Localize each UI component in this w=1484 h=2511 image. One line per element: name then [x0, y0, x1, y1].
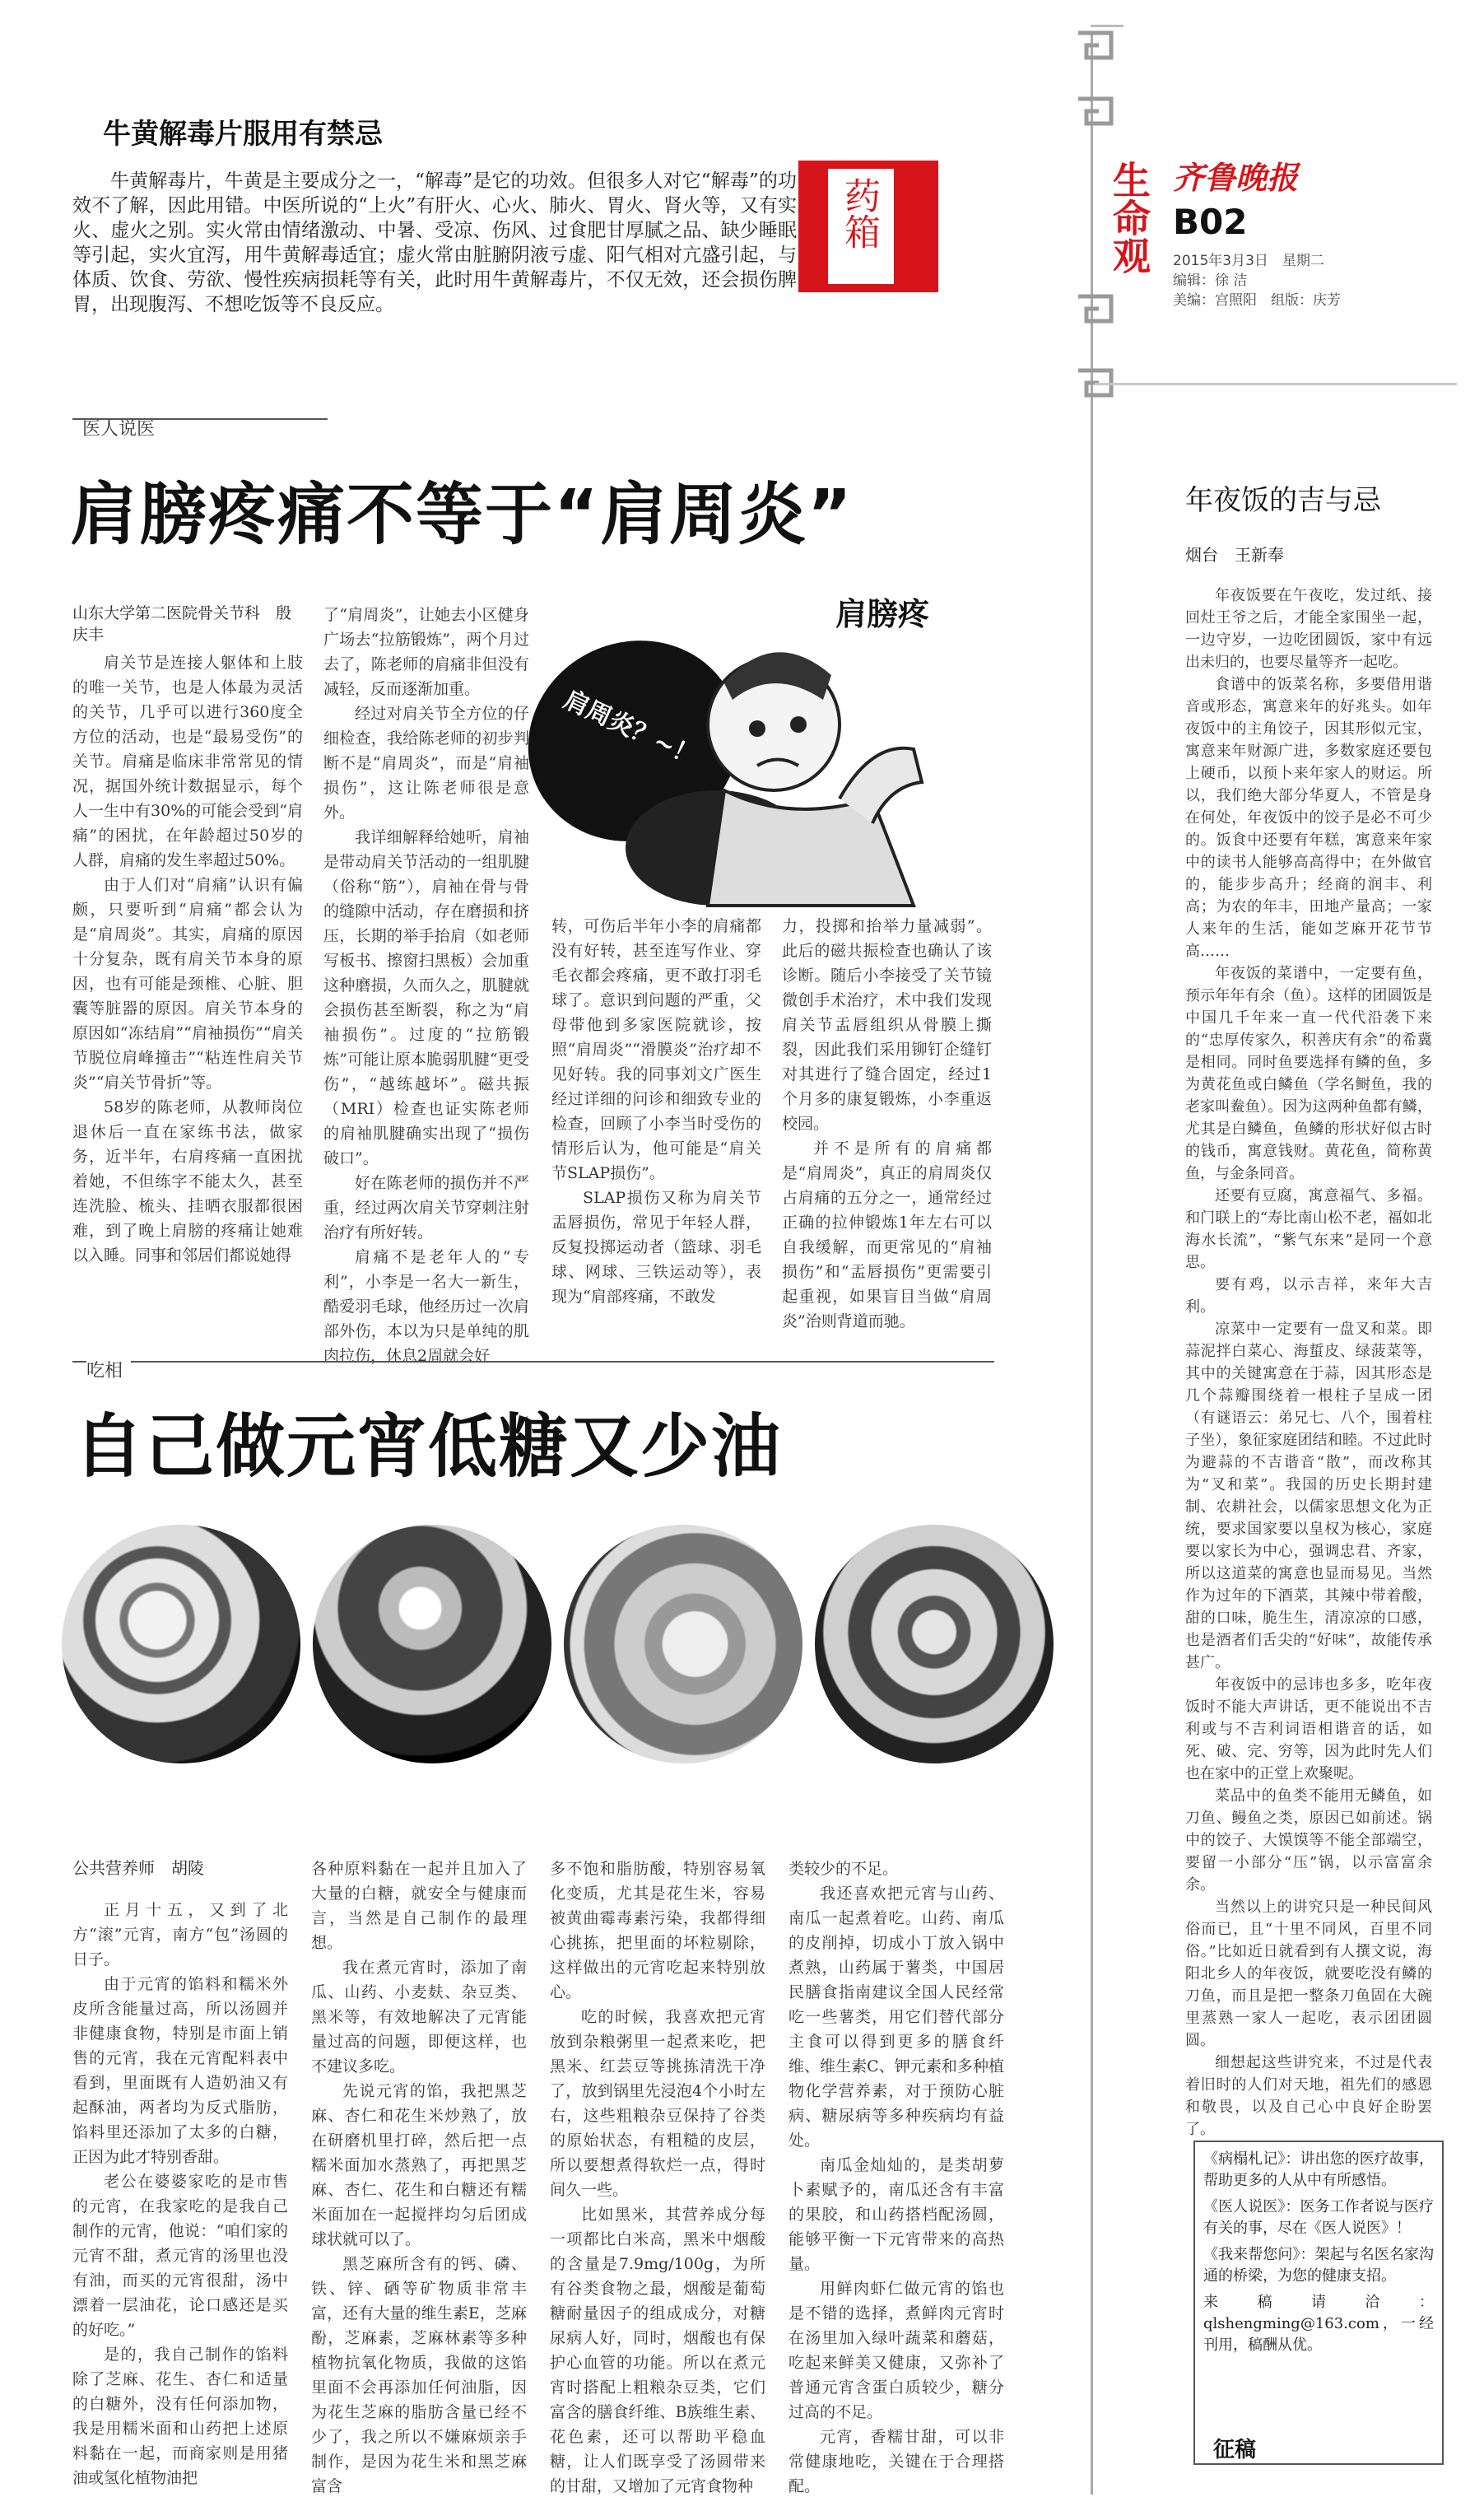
article4-title: 年夜饭的吉与忌	[1185, 484, 1381, 517]
column-badge-text: 药箱	[838, 177, 880, 249]
section-tag-yiren: 医人说医	[82, 419, 156, 440]
submission-item: 《病榻札记》：讲出您的医疗故事，帮助更多的人从中有所感悟。	[1203, 2150, 1434, 2189]
section-name-vertical: 生命观	[1107, 161, 1151, 274]
article3-col1: 正月十五，又到了北方“滚”元宵，南方“包”汤圆的日子。 由于元宵的馅料和糯米外皮所含能量过高，所以汤圆并非健康食物，特别是市面上销售的元宵，我在元宵配料表中看到，里面既有人造奶油又有起酥油，两者均为反式脂肪，馅料里还添加了太多的白糖，正因为此才特别香甜。 老公在婆婆家吃的是市售的元宵，在我家吃的是我自己制作的元宵，他说：“咱们家的元宵不甜，煮元宵的汤里也没有油，而买的元宵很甜，汤中漂着一层油花，论口感还是买的好吃。” 是的，我自己制作的馅料除了芝麻、花生、杏仁和适量的白糖外，没有任何添加物，我是用糯米面和山药把上述原料黏在一起，而商家则是用猪油或氢化植物油把	[72, 1901, 288, 2487]
article3-col4: 类较少的不足。 我还喜欢把元宵与山药、南瓜一起煮着吃。山药、南瓜的皮削掉，切成小丁放入锅中煮熟，山药属于薯类，中国居民膳食指南建议全国人民经常吃一些薯类，用它们替代部分主食可以得到更多的膳食纤维、维生素C、钾元素和多种植物化学营养素，对于预防心脏病、糖尿病等多种疾病均有益处。 南瓜金灿灿的，是类胡萝卜素赋予的，南瓜还含有丰富的果胶，和山药搭档配汤圆，能够平衡一下元宵带来的高热量。 用鲜肉虾仁做元宵的馅也是不错的选择，煮鲜肉元宵时在汤里加入绿叶蔬菜和蘑菇，吃起来鲜美又健康，又弥补了普通元宵含蛋白质较少，糖分过高的不足。 元宵，香糯甘甜，可以非常健康地吃，关键在于合理搭配。	[789, 1860, 1004, 2495]
submission-label: 征稿	[1208, 2433, 1261, 2463]
submission-item: 来稿请洽：qlshengming@163.com，一经刊用，稿酬从优。	[1203, 2294, 1434, 2354]
article2-col1: 肩关节是连接人躯体和上肢的唯一关节，也是人体最为灵活的关节，几乎可以进行360度全方位的活动，也是“最易受伤”的关节。肩痛是临床非常常见的情况，据国外统计数据显示，每个人一生中有30%的可能会受到“肩痛”的困扰，在年龄超过50岁的人群，肩痛的发生率超过50%。 由于人们对“肩痛”认识有偏颇，只要听到“肩痛”都会认为是“肩周炎”。其实，肩痛的原因十分复杂，既有肩关节本身的原因，也有可能是颈椎、心脏、胆囊等脏器的原因。肩关节本身的原因如“冻结肩”“肩袖损伤”“肩关节脱位肩峰撞击”“粘连性肩关节炎”“肩关节骨折”等。 58岁的陈老师，从教师岗位退休后一直在家练书法，做家务，近半年，右肩疼痛一直困扰着她，不但练字不能太久，甚至连洗脸、梳头、挂晒衣服都很困难，到了晚上肩膀的疼痛让她难以入睡。同事和邻居们都说她得	[72, 654, 303, 1265]
yuanxiao-photo-4	[815, 1525, 1054, 1763]
editor-credit: 编辑：徐 洁	[1173, 273, 1248, 289]
page-number: B02	[1173, 202, 1248, 242]
design-credit: 美编：宫照阳 组版：庆芳	[1173, 292, 1341, 309]
article2-byline: 山东大学第二医院骨关节科 殷庆丰	[72, 604, 292, 644]
submission-item: 《医人说医》：医务工作者说与医疗有关的事，尽在《医人说医》！	[1203, 2198, 1434, 2237]
article2-col4: 力，投掷和抬举力量减弱”。此后的磁共振检查也确认了该诊断。随后小李接受了关节镜微创手术治疗，术中我们发现肩关节盂唇组织从骨膜上撕裂，因此我们采用铆钉企缝钉对其进行了缝合固定，经过1个月多的康复锻炼，小李重返校园。 并不是所有的肩痛都是“肩周炎”，真正的肩周炎仅占肩痛的五分之一，通常经过正确的拉伸锻炼1年左右可以自我缓解，而更常见的“肩袖损伤”和“盂唇损伤”更需要引起重视，如果盲目当做“肩周炎”治则背道而驰。	[782, 917, 992, 1330]
article2-col2: 了“肩周炎”，让她去小区健身广场去“拉筋锻炼”，两个月过去了，陈老师的肩痛非但没有减轻，反而逐渐加重。 经过对肩关节全方位的仔细检查，我给陈老师的初步判断不是“肩周炎”，而是“肩袖损伤”，这让陈老师很是意外。 我详细解释给她听，肩袖是带动肩关节活动的一组肌腱（俗称“筋”），肩袖在骨与骨的缝隙中活动，存在磨损和挤压，长期的举手抬肩（如老师写板书、擦窗扫黑板）会加重这种磨损，久而久之，肌腱就会损伤甚至断裂，称之为“肩袖损伤”。过度的“拉筋锻炼”可能让原本脆弱肌腱“更受伤”，“越练越坏”。磁共振（MRI）检查也证实陈老师的肩袖肌腱确实出现了“损伤破口”。 好在陈老师的损伤并不严重，经过两次肩关节穿刺注射治疗有所好转。 肩痛不是老年人的“专利”，小李是一名大一新生，酷爱羽毛球，他经历过一次肩部外伤，本以为只是单纯的肌肉拉伤，休息2周就会好	[323, 606, 529, 1365]
article1-body: 牛黄解毒片，牛黄是主要成分之一，“解毒”是它的功效。但很多人对它“解毒”的功效不了解，因此用错。中医所说的“上火”有肝火、心火、肺火、胃火、肾火等，又有实火、虚火之别。实火常由情绪激动、中暑、受凉、伤风、过食肥甘厚腻之品、缺少睡眠等引起，实火宜泻，用牛黄解毒适宜；虚火常由脏腑阴液亏虚、阳气相对亢盛引起，与体质、饮食、劳欲、慢性疾病损耗等有关，此时用牛黄解毒片，不仅无效，还会损伤脾胃，出现腹泻、不想吃饭等不良反应。	[72, 170, 797, 315]
article2-title: 肩膀疼痛不等于“肩周炎”	[70, 476, 854, 554]
article3-col2: 各种原料黏在一起并且加入了大量的白糖，就安全与健康而言，当然是自己制作的最理想。 我在煮元宵时，添加了南瓜、山药、小麦麸、杂豆类、黑米等，有效地解决了元宵能量过高的问题，即便这样，也不建议多吃。 先说元宵的馅，我把黑芝麻、杏仁和花生米炒熟了，放在研磨机里打碎，然后把一点糯米面加水蒸熟了，再把黑芝麻、杏仁、花生和白糖还有糯米面加在一起搅拌均匀后团成球状就可以了。 黑芝麻所含有的钙、磷、铁、锌、硒等矿物质非常丰富，还有大量的维生素E，芝麻酚，芝麻素，芝麻林素等多种植物抗氧化物质，我做的这馅里面不会再添加任何油脂，因为花生芝麻的脂肪含量已经不少了，我之所以不嫌麻烦亲手制作，是因为花生米和黑芝麻富含	[311, 1860, 527, 2495]
article3-col3: 多不饱和脂肪酸，特别容易氧化变质，尤其是花生米，容易被黄曲霉毒素污染，我都得细心挑拣，把里面的坏粒剔除，这样做出的元宵吃起来特别放心。 吃的时候，我喜欢把元宵放到杂粮粥里一起煮来吃，把黑米、红芸豆等挑拣清洗干净了，放到锅里先浸泡4个小时左右，这些粗粮杂豆保持了谷类的原始状态，有粗糙的皮层，所以要想煮得软烂一点，得时间久一些。 比如黑米，其营养成分每一项都比白米高，黑米中烟酸的含量是7.9mg/100g，为所有谷类食物之最，烟酸是葡萄糖耐量因子的组成成分，对糖尿病人好，同时，烟酸也有保护心血管的功能。所以在煮元宵时搭配上粗粮杂豆类，它们富含的膳食纤维、B族维生素、花色素，还可以帮助平稳血糖，让人们既享受了汤圆带来的甘甜，又增加了元宵食物种	[550, 1860, 765, 2495]
article4-byline: 烟台 王新奉	[1185, 545, 1284, 565]
article1-title: 牛黄解毒片服用有禁忌	[103, 118, 383, 151]
illustration-label-1: 肩膀疼	[835, 596, 930, 632]
article3-title: 自己做元宵低糖又少油	[74, 1406, 783, 1487]
yuanxiao-photo-1	[62, 1525, 300, 1763]
submission-item: 《我来帮您问》：架起与名医名家沟通的桥梁，为您的健康支招。	[1203, 2246, 1434, 2285]
frame-top-line	[1091, 25, 1123, 27]
frame-masthead-divider	[1095, 383, 1457, 385]
issue-date: 2015年3月3日 星期二	[1173, 253, 1324, 269]
yuanxiao-photo-2	[313, 1525, 551, 1763]
article3-byline: 公共营养师 胡陵	[72, 1858, 204, 1878]
paper-logo: 齐鲁晚报	[1173, 159, 1299, 196]
section-tag-chixiang: 吃相	[86, 1357, 131, 1382]
yuanxiao-photo-3	[564, 1525, 802, 1763]
illustration-label-2: 肩周炎？~！	[559, 685, 702, 773]
section-rule-chixiang	[72, 1361, 994, 1363]
article4-body: 年夜饭要在午夜吃，发过纸、接回灶王爷之后，才能全家围坐一起，一边守岁，一边吃团圆饭，家中有远出未归的，也要尽量等齐一起吃。 食谱中的饭菜名称，多要借用谐音或形态，寓意来年的好兆头。如年夜饭中的主角饺子，因其形似元宝，寓意来年财源广进，多数家庭还要包上硬币，以预卜来年家人的财运。所以，我们绝大部分华夏人，不管是身在何处，年夜饭中的饺子是必不可少的。饭食中还要有年糕，寓意来年家中的读书人能够高高得中；在外做官的，能步步高升；经商的润丰、利高；为农的年丰，田地产量高；一家人来年的生活，能如芝麻开花节节高…… 年夜饭的菜谱中，一定要有鱼，预示年年有余（鱼）。这样的团圆饭是中国几千年来一直一代代沿袭下来的“忠厚传家久，积善庆有余”的希冀是相同。同时鱼要选择有鳞的鱼，多为黄花鱼或白鳞鱼（学名鲥鱼，我的老家叫鲞鱼）。因为这两种鱼都有鳞，尤其是白鳞鱼，鱼鳞的形状好似古时的钱币，寓意钱财。黄花鱼，简称黄鱼，与金条同音。 还要有豆腐，寓意福气、多福。和门联上的“寿比南山松不老，福如北海水长流”，“紫气东来”是同一个意思。 要有鸡，以示吉祥，来年大吉利。 凉菜中一定要有一盘叉和菜。即蒜泥拌白菜心、海蜇皮、绿菠菜等，其中的关键寓意在于蒜，因其形态是几个蒜瓣围绕着一根柱子呈成一团（有谜语云：弟兄七、八个，围着柱子坐），象征家庭团结和睦。不过此时为避蒜的不吉谐音“散”，而改称其为“叉和菜”。我国的历史长期封建制、农耕社会，以儒家思想文化为正统，要求国家要以皇权为核心，家庭要以家长为中心，强调忠君、齐家，所以这道菜的寓意也显而易见。当然作为过年的下酒菜，其辣中带着酸，甜的口味，脆生生，清凉凉的口感，也是酒者们舌尖的“好味”，故能传承甚广。 年夜饭中的忌讳也多多，吃年夜饭时不能大声讲话，更不能说出不吉利或与不吉利词语相谐音的话，如死、破、完、穷等，因为此时先人们也在家中的正堂上欢聚呢。 菜品中的鱼类不能用无鳞鱼，如刀鱼、鳗鱼之类，原因已如前述。锅中的饺子、大馍馍等不能全部端空，要留一小部分“压”锅，以示富富余余。 当然以上的讲究只是一种民间风俗而已，且“十里不同风，百里不同俗。”比如近日就看到有人撰文说，海阳北乡人的年夜饭，就要吃没有鳞的刀鱼，而且是把一整条刀鱼固在大碗里蒸熟一家人一起吃，表示团团圆圆。 细想起这些讲究来，不过是代表着旧时的人们对天地，祖先们的感恩和敬畏，以及自己心中良好企盼罢了。	[1185, 587, 1432, 2138]
article2-col3: 转，可伤后半年小李的肩痛都没有好转，甚至连写作业、穿毛衣都会疼痛，更不敢打羽毛球了。意识到问题的严重，父母带他到多家医院就诊，按照“肩周炎”“滑膜炎”治疗却不见好转。我的同事刘文广医生经过详细的问诊和细致专业的检查，回顾了小李当时受伤的情形后认为，他可能是“肩关节SLAP损伤”。 SLAP损伤又称为肩关节盂唇损伤，常见于年轻人群，反复投掷运动者（篮球、羽毛球、网球、三铁运动等），表现为“肩部疼痛，不敢发	[551, 917, 761, 1306]
submission-list	[1203, 2149, 1434, 2361]
